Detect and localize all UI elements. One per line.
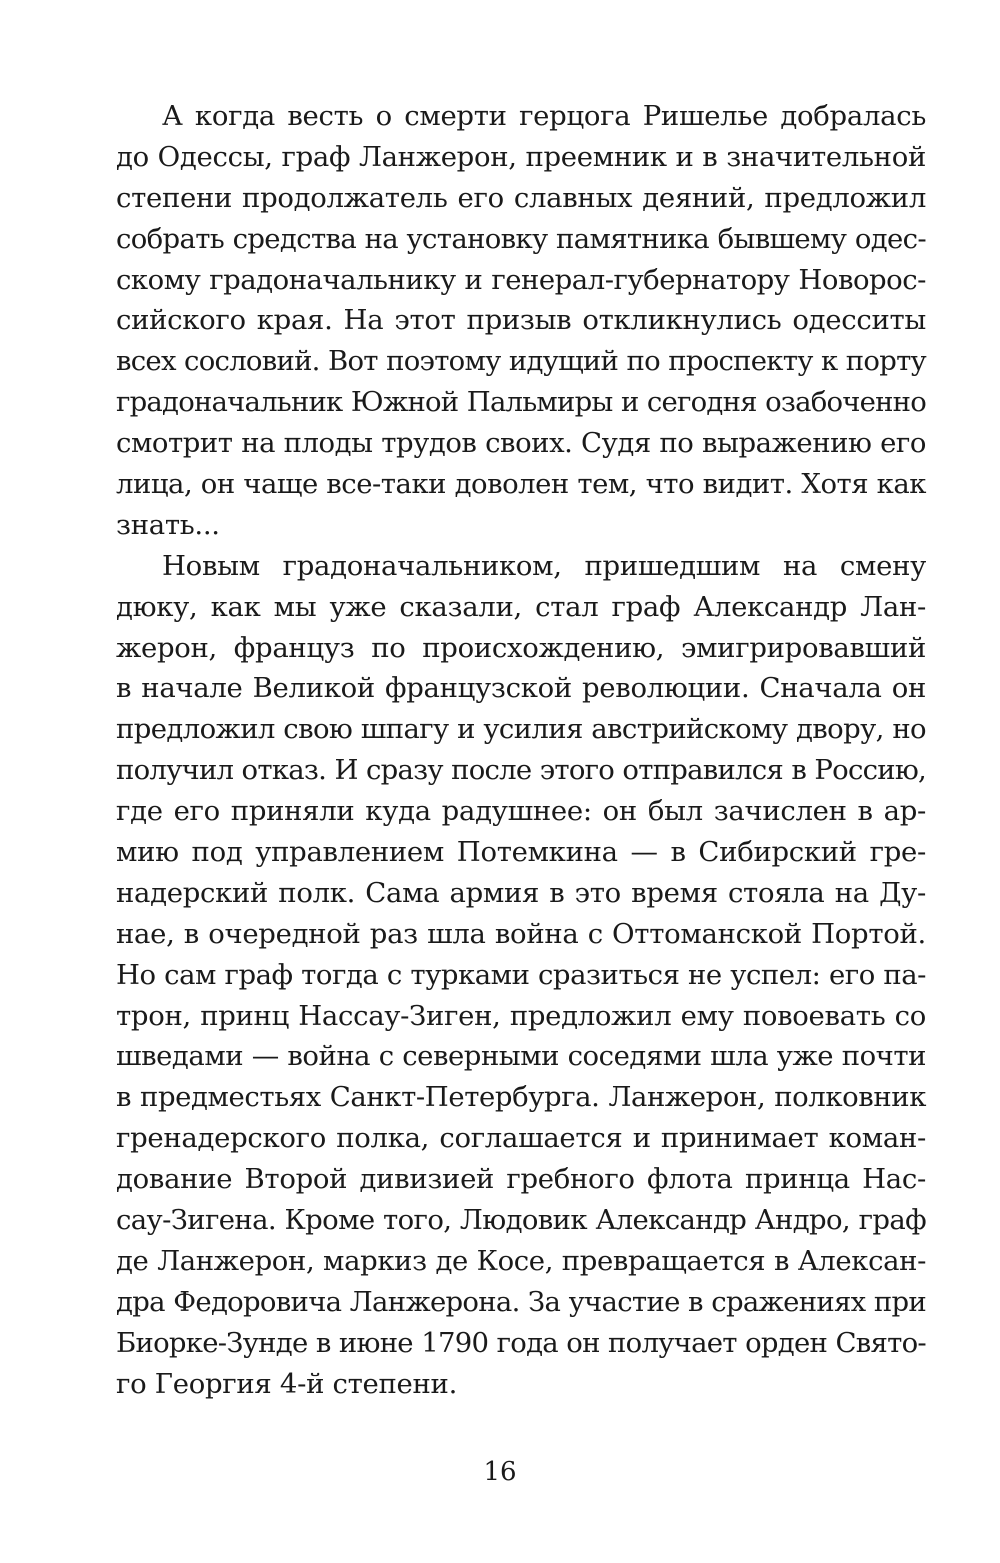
text-line: градоначальник Южной Пальмиры и сегодня озабоченно [116,386,926,419]
text-line: го Георгия 4-й степени. [116,1367,458,1400]
text-line: в начале Великой французской революции. Сначала он [116,672,926,705]
text-line: где его приняли куда радушнее: он был зачислен в ар- [116,795,926,828]
text-line: сийского края. На этот призыв откликнулись одесситы [116,304,926,337]
text-line: Но сам граф тогда с турками сразиться не успел: его па- [116,958,926,991]
paragraph [116,546,926,1405]
text-line: смотрит на плоды трудов своих. Судя по выражению его [116,427,926,460]
text-line: получил отказ. И сразу после этого отправился в Россию, [116,754,926,787]
text-line: всех сословий. Вот поэтому идущий по проспекту к порту [116,345,926,378]
text-line: дование Второй дивизией гребного флота принца Нас- [116,1163,926,1196]
text-line: Биорке-Зунде в июне 1790 года он получает орден Свято- [116,1326,926,1359]
text-line: Новым градоначальником, пришедшим на смену [162,549,926,582]
text-line: шведами — война с северными соседями шла уже почти [116,1040,926,1073]
text-line: лица, он чаще все-таки доволен тем, что видит. Хотя как [116,468,926,501]
text-line: А когда весть о смерти герцога Ришелье добралась [162,100,926,132]
text-line: собрать средства на установку памятника бывшему одес- [116,222,926,255]
text-line: скому градоначальнику и генерал-губернатору Новорос- [116,263,926,296]
text-line: дюку, как мы уже сказали, стал граф Александр Лан- [116,590,926,623]
text-line: гренадерского полка, соглашается и принимает коман- [116,1122,926,1155]
text-line: до Одессы, граф Ланжерон, преемник и в значительной [116,140,926,173]
text-line: сау-Зигена. Кроме того, Людовик Александр Андро, граф [116,1204,926,1237]
text-line: в предместьях Санкт-Петербурга. Ланжерон, полковник [116,1081,926,1114]
text-line: дра Федоровича Ланжерона. За участие в сражениях при [116,1285,926,1318]
text-line: знать... [116,508,220,541]
text-line: степени продолжатель его славных деяний, предложил [116,181,926,214]
page-number: 16 [483,1457,517,1487]
text-line: трон, принц Нассау-Зиген, предложил ему повоевать со [116,999,926,1032]
text-line: надерский полк. Сама армия в это время стояла на Ду- [116,876,926,909]
text-line: мию под управлением Потемкина — в Сибирский гре- [116,836,926,869]
body-text [116,96,926,1405]
text-line: предложил свою шпагу и усилия австрийскому двору, но [116,713,926,746]
text-line: де Ланжерон, маркиз де Косе, превращается в Алексан- [116,1244,926,1277]
paragraph [116,96,926,546]
text-line: нае, в очередной раз шла война с Оттоманской Портой. [116,917,926,950]
text-line: жерон, француз по происхождению, эмигрировавший [116,631,926,664]
